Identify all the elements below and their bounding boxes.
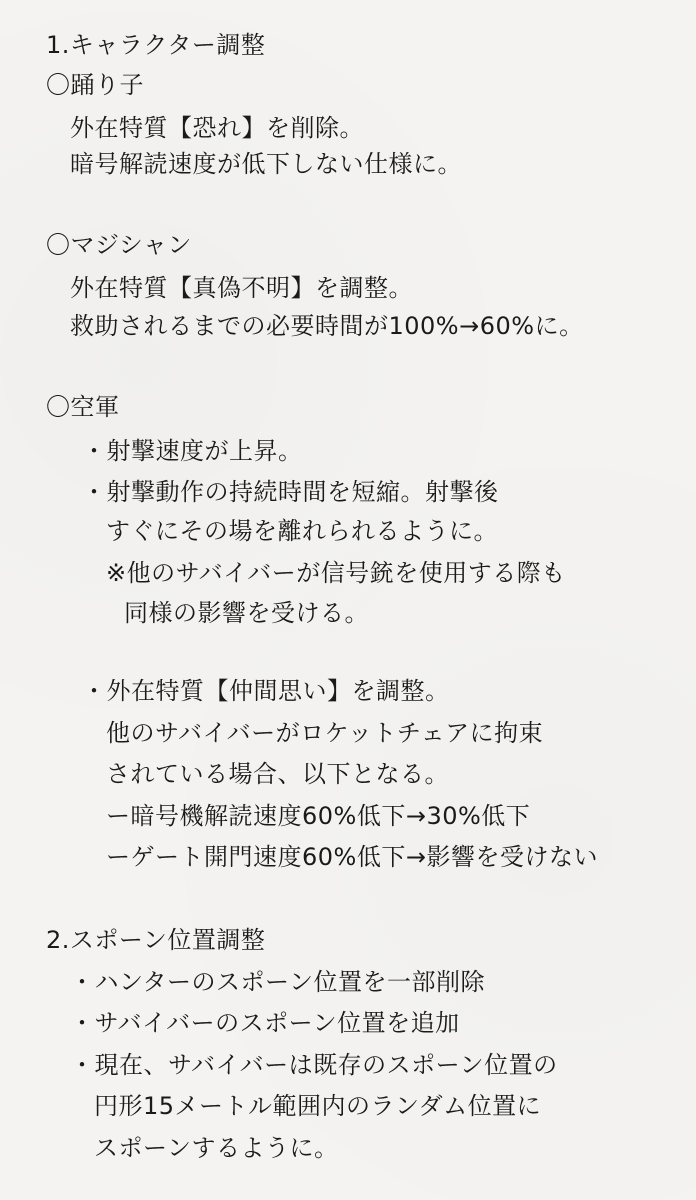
airforce-line: 他のサバイバーがロケットチェアに拘束 bbox=[106, 719, 544, 747]
magician-line: 外在特質【真偽不明】を調整。 bbox=[70, 274, 413, 302]
airforce-line: ・射撃速度が上昇。 bbox=[82, 437, 303, 465]
airforce-line: すぐにその場を離れられるように。 bbox=[106, 517, 498, 545]
airforce-note: 同様の影響を受ける。 bbox=[124, 599, 369, 627]
section2-line: ・現在、サバイバーは既存のスポーン位置の bbox=[70, 1051, 558, 1079]
airforce-heading: 〇空軍 bbox=[46, 393, 120, 421]
airforce-line: ー暗号機解読速度60%低下→30%低下 bbox=[106, 802, 531, 830]
airforce-line: されている場合、以下となる。 bbox=[106, 760, 449, 788]
magician-heading: 〇マジシャン bbox=[46, 231, 192, 259]
airforce-note: ※他のサバイバーが信号銃を使用する際も bbox=[106, 559, 566, 587]
airforce-line: ・外在特質【仲間思い】を調整。 bbox=[82, 677, 450, 705]
dancer-heading: 〇踊り子 bbox=[46, 71, 144, 99]
section2-heading: 2.スポーン位置調整 bbox=[46, 926, 266, 954]
magician-line: 救助されるまでの必要時間が100%→60%に。 bbox=[70, 312, 584, 340]
section1-heading: 1.キャラクター調整 bbox=[46, 31, 266, 59]
section2-line: ・ハンターのスポーン位置を一部削除 bbox=[70, 968, 486, 996]
dancer-line: 暗号解読速度が低下しない仕様に。 bbox=[70, 150, 462, 178]
section2-line: スポーンするように。 bbox=[94, 1134, 339, 1162]
dancer-line: 外在特質【恐れ】を削除。 bbox=[70, 114, 364, 142]
section2-line: 円形15メートル範囲内のランダム位置に bbox=[94, 1092, 542, 1120]
section2-line: ・サバイバーのスポーン位置を追加 bbox=[70, 1009, 460, 1037]
airforce-line: ・射撃動作の持続時間を短縮。射撃後 bbox=[82, 478, 499, 506]
airforce-line: ーゲート開門速度60%低下→影響を受けない bbox=[106, 843, 598, 871]
